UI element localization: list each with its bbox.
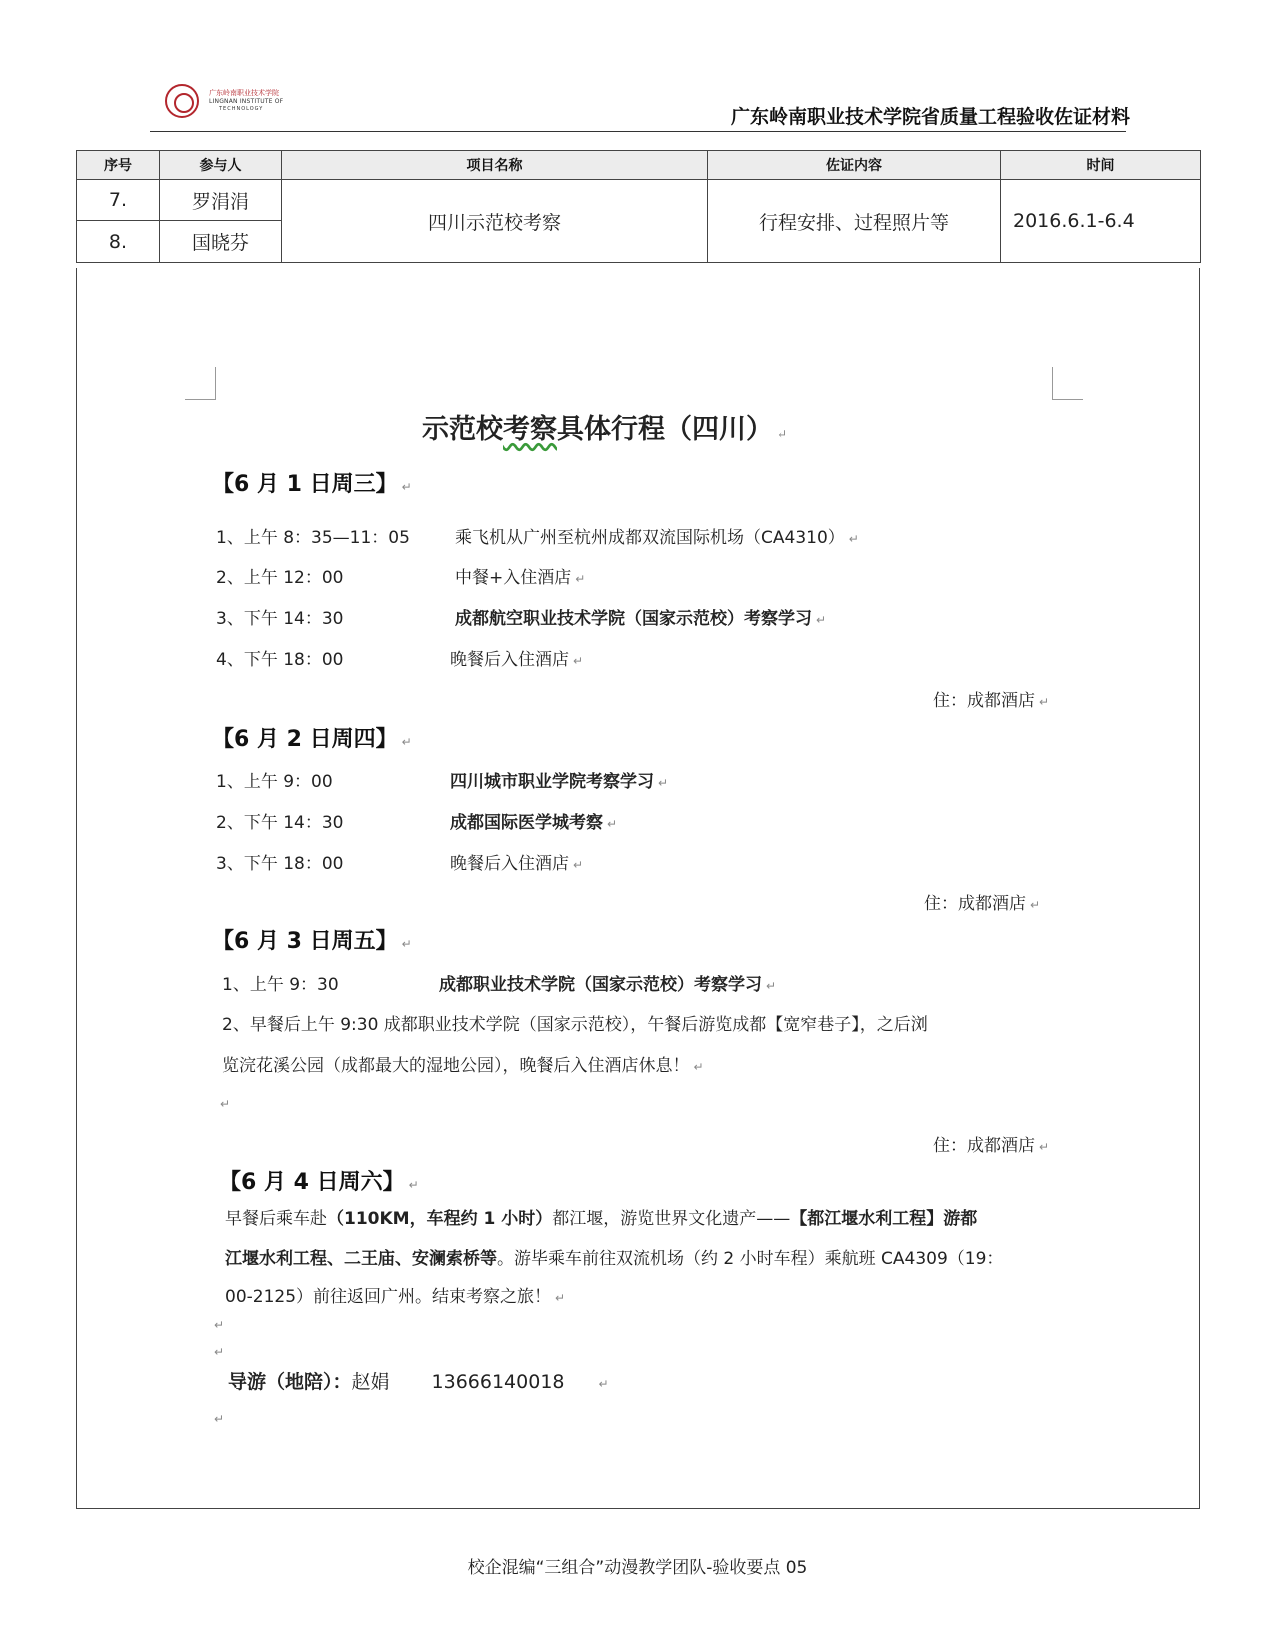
col-header-seq: 序号: [77, 151, 160, 180]
title-part-3: 具体行程（四川）: [557, 414, 773, 445]
crop-mark-top-right: [1052, 367, 1083, 400]
cell-person: 国晓芬: [160, 221, 282, 263]
day1-item4-time: 4、下午 18：00: [216, 650, 344, 670]
day4-paragraph-line3: 00-2125）前往返回广州。结束考察之旅！ ↵: [225, 1287, 566, 1307]
day2-heading: 【6 月 2 日周四】 ↵: [212, 727, 412, 752]
cell-seq: 8.: [77, 221, 160, 263]
day2-item2-text: 成都国际医学城考察 ↵: [450, 813, 618, 833]
paragraph-mark: ↵: [214, 1345, 225, 1359]
table-header-row: [77, 151, 1201, 180]
cell-person: 罗涓涓: [160, 180, 282, 221]
page-header-title: 广东岭南职业技术学院省质量工程验收佐证材料: [730, 106, 1130, 128]
paragraph-mark: ↵: [214, 1412, 225, 1426]
itinerary-title: 示范校考察具体行程（四川） ↵: [422, 414, 788, 445]
cell-project: 四川示范校考察: [282, 180, 708, 263]
day2-item1-time: 1、上午 9：00: [216, 772, 333, 792]
info-table: [76, 150, 1201, 263]
day3-paragraph-line2: 览浣花溪公园（成都最大的湿地公园），晚餐后入住酒店休息！ ↵: [222, 1056, 704, 1076]
day1-item4-text: 晚餐后入住酒店 ↵: [450, 650, 584, 670]
day2-item3-text: 晚餐后入住酒店 ↵: [450, 854, 584, 874]
day3-paragraph-line1: 2、早餐后上午 9:30 成都职业技术学院（国家示范校），午餐后游览成都【宽窄巷子】，之后浏: [222, 1015, 928, 1035]
day3-item1-text: 成都职业技术学院（国家示范校）考察学习 ↵: [439, 975, 777, 995]
col-header-evidence: 佐证内容: [708, 151, 1001, 180]
col-header-project: 项目名称: [282, 151, 708, 180]
college-seal-icon: [165, 84, 199, 118]
col-header-time: 时间: [1001, 151, 1201, 180]
day4-heading: 【6 月 4 日周六】 ↵: [219, 1170, 419, 1195]
logo-text-en: LINGNAN INSTITUTE OF: [209, 98, 284, 105]
cell-time: 2016.6.1-6.4: [1001, 180, 1201, 263]
paragraph-mark: ↵: [220, 1097, 231, 1111]
table-row: [77, 180, 1201, 221]
day4-paragraph-line2: 江堰水利工程、二王庙、安澜索桥等。游毕乘车前往双流机场（约 2 小时车程）乘航班 CA4309（19：: [225, 1249, 1004, 1269]
day1-item1-time: 1、上午 8：35—11：05: [216, 528, 410, 548]
header-divider: [150, 131, 1126, 132]
day3-stay: 住：成都酒店 ↵: [933, 1136, 1050, 1156]
day2-stay: 住：成都酒店 ↵: [924, 894, 1041, 914]
day2-item2-time: 2、下午 14：30: [216, 813, 344, 833]
day2-item1-text: 四川城市职业学院考察学习 ↵: [450, 772, 669, 792]
logo-text-en2: TECHNOLOGY: [219, 106, 264, 112]
col-header-person: 参与人: [160, 151, 282, 180]
logo-text-cn: 广东岭南职业技术学院: [209, 89, 279, 97]
day1-heading: 【6 月 1 日周三】 ↵: [212, 472, 412, 497]
college-logo: [165, 84, 325, 120]
day1-item2-time: 2、上午 12：00: [216, 568, 344, 588]
cell-evidence: 行程安排、过程照片等: [708, 180, 1001, 263]
day1-item1-text: 乘飞机从广州至杭州成都双流国际机场（CA4310） ↵: [455, 528, 859, 548]
day1-item3-time: 3、下午 14：30: [216, 609, 344, 629]
day3-heading: 【6 月 3 日周五】 ↵: [212, 929, 412, 954]
cell-seq: 7.: [77, 180, 160, 221]
paragraph-mark: ↵: [214, 1318, 225, 1332]
day2-item3-time: 3、下午 18：00: [216, 854, 344, 874]
day1-item3-text: 成都航空职业技术学院（国家示范校）考察学习 ↵: [455, 609, 827, 629]
title-part-2: 考察: [503, 414, 557, 445]
page-footer: 校企混编“三组合”动漫教学团队-验收要点 05: [467, 1558, 808, 1578]
crop-mark-top-left: [185, 367, 216, 400]
day1-stay: 住：成都酒店 ↵: [933, 691, 1050, 711]
guide-line: 导游（地陪）：赵娟 13666140018 ↵: [228, 1371, 609, 1393]
day3-item1-time: 1、上午 9：30: [222, 975, 339, 995]
day1-item2-text: 中餐+入住酒店 ↵: [455, 568, 586, 588]
day4-paragraph-line1: 早餐后乘车赴（110KM，车程约 1 小时）都江堰，游览世界文化遗产——【都江堰水利工程】游都: [225, 1209, 978, 1229]
title-part-1: 示范校: [422, 414, 503, 445]
